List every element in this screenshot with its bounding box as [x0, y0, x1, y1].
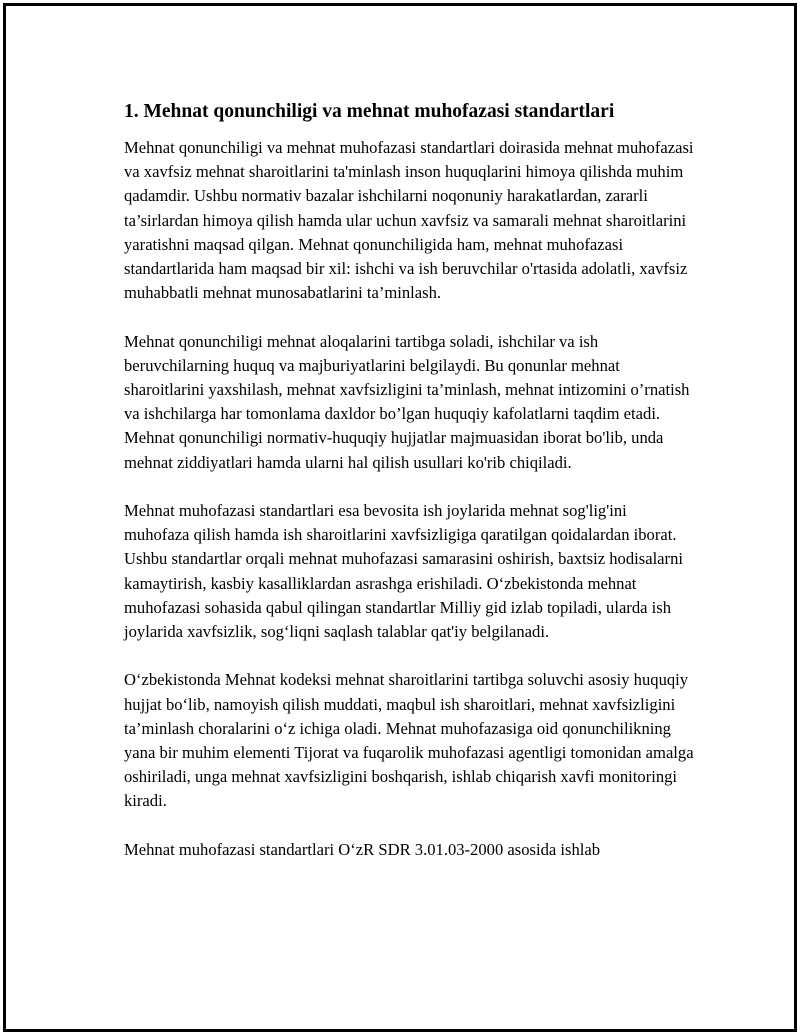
page-frame	[3, 3, 797, 1032]
paragraph-5: Mehnat muhofazasi standartlari O‘zR SDR 3.01.03-2000 asosida ishlab	[124, 839, 601, 859]
paragraph-3: Mehnat muhofazasi standartlari esa bevosita ish joylarida mehnat sog'lig'ini muhofaza qilish hamda ish sharoitlarini xavfsizligiga qaratilgan qoidalardan iborat. Ushbu standartlar orqali mehnat muhofazasi samarasini oshirish, baxtsiz hodisalarni kamaytirish, kasbiy kasalliklardan asrashga erishiladi. O‘zbekistonda mehnat muhofazasi sohasida qabul qilingan standartlar Milliy gid izlab topiladi, ularda ish joylarida xavfsizlik, sog‘liqni saqlash talablar qat'iy belgilanadi.	[124, 501, 683, 642]
paragraph-2: Mehnat qonunchiligi mehnat aloqalarini tartibga soladi, ishchilar va ish beruvchilarning huquq va majburiyatlarini belgilaydi. Bu qonunlar mehnat sharoitlarini yaxshilash, mehnat xavfsizligini ta’minlash, mehnat intizomini o’rnatish va ishchilarga har tomonlama daxldor bo’lgan huquqiy kafolatlarni taqdim etadi. Mehnat qonunchiligi normativ-huquqiy hujjatlar majmuasidan iborat bo'lib, unda mehnat ziddiyatlari hamda ularni hal qilish usullari ko'rib chiqiladi.	[124, 331, 690, 472]
document-body	[124, 98, 694, 886]
section-heading: 1. Mehnat qonunchiligi va mehnat muhofazasi standartlari	[124, 101, 615, 122]
paragraph-1: Mehnat qonunchiligi va mehnat muhofazasi standartlari doirasida mehnat muhofazasi va xavfsiz mehnat sharoitlarini ta'minlash inson huquqlarini himoya qilishda muhim qadamdir. Ushbu normativ bazalar ishchilarni noqonuniy harakatlardan, zararli ta’sirlardan himoya qilish hamda ular uchun xavfsiz va samarali mehnat sharoitlarini yaratishni maqsad qilgan. Mehnat qonunchiligida ham, mehnat muhofazasi standartlarida ham maqsad bir xil: ishchi va ish beruvchilar o'rtasida adolatli, xavfsiz muhabbatli mehnat munosabatlarini ta’minlash.	[124, 138, 694, 303]
paragraph-4: O‘zbekistonda Mehnat kodeksi mehnat sharoitlarini tartibga soluvchi asosiy huquqiy hujjat bo‘lib, namoyish qilish muddati, maqbul ish sharoitlari, mehnat xavfsizligini ta’minlash choralarini o‘z ichiga oladi. Mehnat muhofazasiga oid qonunchilikning yana bir muhim elementi Tijorat va fuqarolik muhofazasi agentligi tomonidan amalga oshiriladi, unga mehnat xavfsizligini boshqarish, ishlab chiqarish xavfi monitoringi kiradi.	[124, 670, 694, 811]
